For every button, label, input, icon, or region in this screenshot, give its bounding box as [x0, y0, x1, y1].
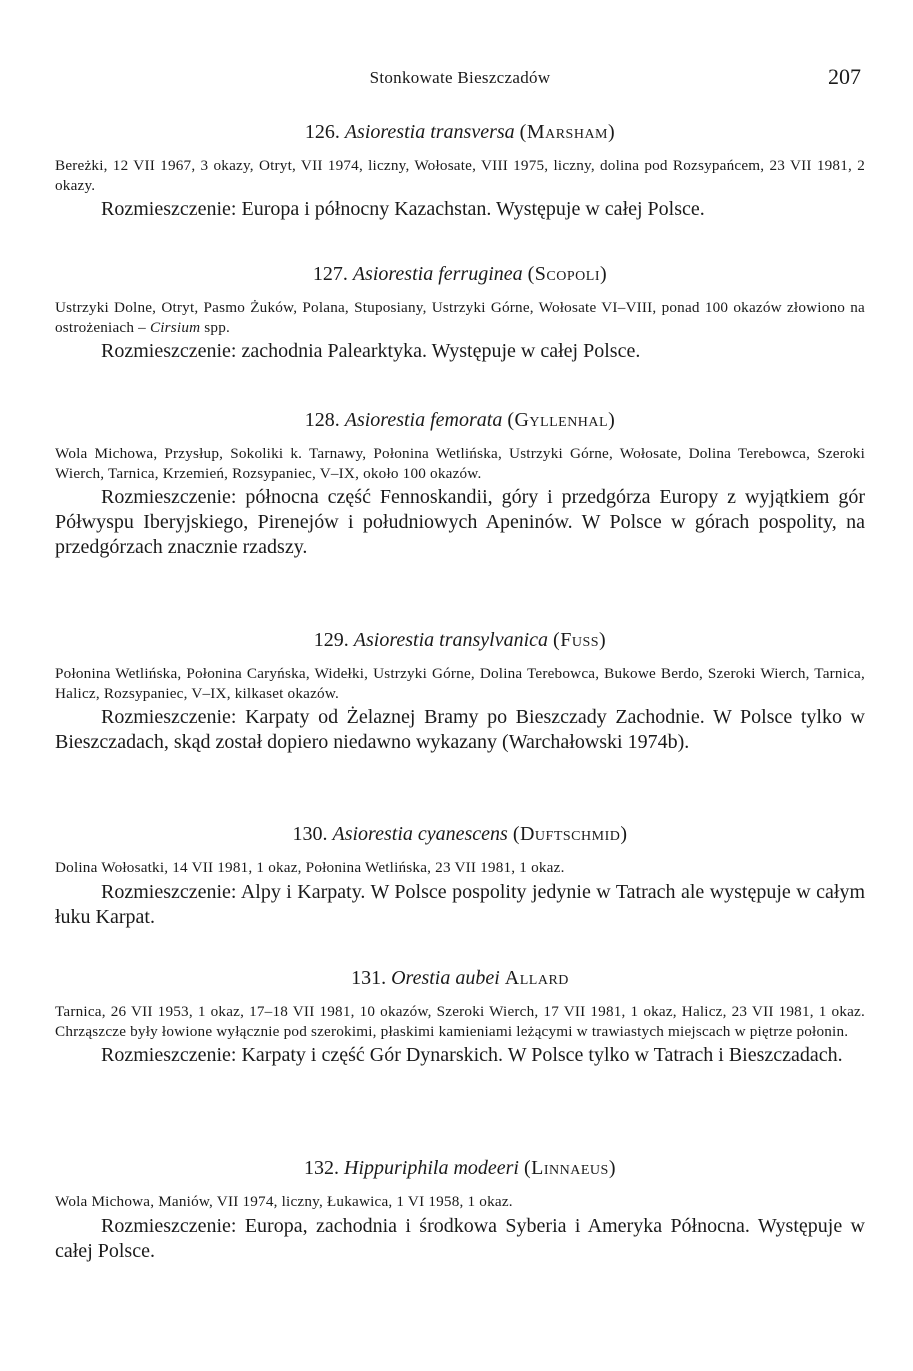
page-header	[55, 64, 865, 88]
entry-title	[55, 408, 865, 432]
localities-text: Wola Michowa, Maniów, VII 1974, liczny, Łukawica, 1 VI 1958, 1 okaz.	[55, 1193, 513, 1210]
entry-number: 128.	[304, 409, 340, 431]
distribution-text: Rozmieszczenie: Europa, zachodnia i środkowa Syberia i Ameryka Północna. Występuje w całej Polsce.	[55, 1214, 865, 1262]
entry-title	[55, 262, 865, 286]
entry-number: 127.	[312, 263, 348, 285]
species-name: Orestia aubei	[391, 967, 500, 989]
species-name: Asiorestia transylvanica	[353, 629, 549, 651]
species-author: (Marsham)	[519, 121, 616, 143]
species-entry-131	[55, 966, 865, 1068]
species-author: (Gyllenhal)	[507, 409, 616, 431]
species-name: Asiorestia transversa	[344, 121, 515, 143]
distribution-text: Rozmieszczenie: zachodnia Palearktyka. Występuje w całej Polsce.	[101, 340, 641, 362]
species-author: (Linnaeus)	[524, 1157, 616, 1179]
species-author: (Duftschmid)	[512, 823, 628, 845]
species-entry-132	[55, 1156, 865, 1264]
localities-text: Wola Michowa, Przysłup, Sokoliki k. Tarnawy, Połonina Wetlińska, Ustrzyki Górne, Wołosate, Dolina Terebowca, Szeroki Wierch, Tarnica, Krzemień, Rozsypaniec, V–IX, około 100 okazów.	[55, 445, 865, 482]
species-entry-128	[55, 408, 865, 560]
species-name: Asiorestia ferruginea	[352, 263, 523, 285]
species-entry-130	[55, 822, 865, 930]
localities-text	[55, 298, 865, 337]
distribution-text: Rozmieszczenie: północna część Fennoskandii, góry i przedgórza Europy z wyjątkiem gór Półwyspu Iberyjskiego, Pirenejów i południowych Apeninów. W Polsce w górach pospolity, na przedgórzach znacznie rzadszy.	[55, 486, 865, 558]
localities-italic-genus: Cirsium	[149, 318, 201, 336]
species-entry-127	[55, 262, 865, 364]
running-title: Stonkowate Bieszczadów	[369, 68, 551, 87]
distribution-text: Rozmieszczenie: Europa i północny Kazachstan. Występuje w całej Polsce.	[101, 198, 705, 220]
entry-title	[55, 628, 865, 652]
entry-title	[55, 966, 865, 990]
species-name: Asiorestia femorata	[344, 409, 503, 431]
distribution-text: Rozmieszczenie: Karpaty i część Gór Dynarskich. W Polsce tylko w Tatrach i Bieszczadach.	[101, 1044, 843, 1066]
entry-number: 131.	[351, 967, 387, 989]
distribution-text: Rozmieszczenie: Karpaty od Żelaznej Bramy po Bieszczady Zachodnie. W Polsce tylko w Bieszczadach, skąd został dopiero niedawno wykazany (Warchałowski 1974b).	[55, 706, 865, 753]
species-entry-126	[55, 120, 865, 222]
species-author: (Scopoli)	[527, 263, 608, 285]
species-name: Asiorestia cyanescens	[332, 823, 508, 845]
localities-text: Dolina Wołosatki, 14 VII 1981, 1 okaz, Połonina Wetlińska, 23 VII 1981, 1 okaz.	[55, 859, 565, 876]
species-entry-129	[55, 628, 865, 755]
localities-text: Bereżki, 12 VII 1967, 3 okazy, Otryt, VII 1974, liczny, Wołosate, VIII 1975, liczny, dolina pod Rozsypańcem, 23 VII 1981, 2 okazy.	[55, 157, 865, 194]
localities-text: Tarnica, 26 VII 1953, 1 okaz, 17–18 VII 1981, 10 okazów, Szeroki Wierch, 17 VII 1981, 1 okaz, Halicz, 23 VII 1981, 1 okaz. Chrząszcze były łowione wyłącznie pod szerokimi, płaskimi kamieniami leżącymi w trawiastych miejscach w piętrze połonin.	[55, 1003, 865, 1040]
entry-number: 130.	[292, 823, 328, 845]
localities-text: Połonina Wetlińska, Połonina Caryńska, Widełki, Ustrzyki Górne, Dolina Terebowca, Bukowe Berdo, Szeroki Wierch, Tarnica, Halicz, Rozsypaniec, V–IX, kilkaset okazów.	[55, 665, 865, 702]
species-author: Allard	[504, 967, 569, 989]
page-number: 207	[828, 64, 861, 89]
entry-title	[55, 120, 865, 144]
localities-main: Ustrzyki Dolne, Otryt, Pasmo Żuków, Polana, Stuposiany, Ustrzyki Górne, Wołosate VI–VIII, ponad 100 okazów złowiono na ostrożeniach –	[55, 299, 865, 336]
entry-title	[55, 822, 865, 846]
entry-number: 126.	[304, 121, 340, 143]
species-author: (Fuss)	[553, 629, 607, 651]
entry-title	[55, 1156, 865, 1180]
species-name: Hippuriphila modeeri	[344, 1157, 519, 1179]
entry-number: 132.	[304, 1157, 339, 1179]
entry-number: 129.	[313, 629, 349, 651]
localities-end: spp.	[204, 318, 230, 336]
distribution-text: Rozmieszczenie: Alpy i Karpaty. W Polsce pospolity jedynie w Tatrach ale występuje w całym łuku Karpat.	[55, 880, 865, 928]
